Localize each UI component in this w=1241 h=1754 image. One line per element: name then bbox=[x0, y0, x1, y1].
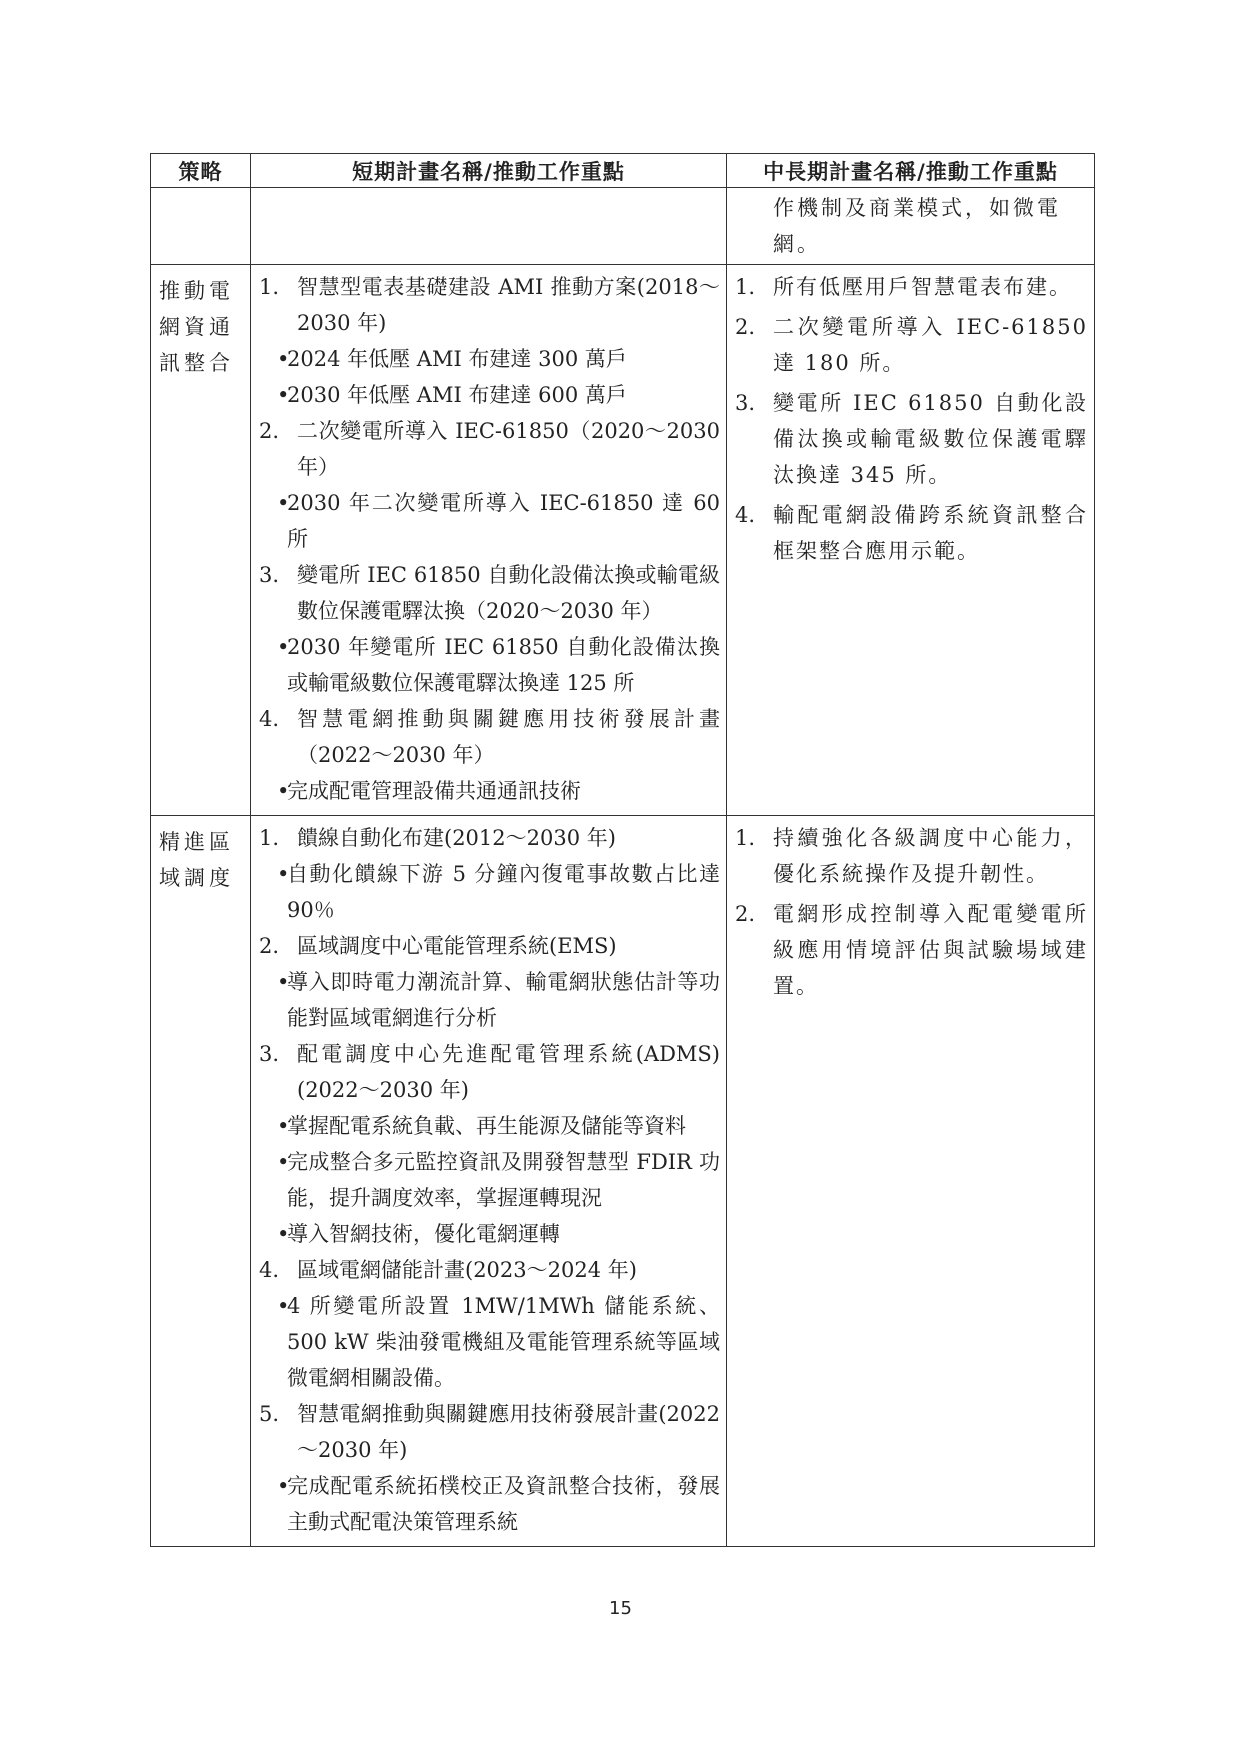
long-term-item bbox=[735, 820, 1088, 892]
item-number: 1. bbox=[259, 275, 280, 299]
item-text: 區域調度中心電能管理系統(EMS) bbox=[297, 934, 617, 958]
bullet-item bbox=[259, 485, 720, 557]
bullet-icon: • bbox=[277, 635, 290, 659]
bullet-item bbox=[259, 629, 720, 701]
bullet-icon: • bbox=[277, 779, 290, 803]
strategy-cell bbox=[151, 265, 251, 816]
short-term-item bbox=[259, 1396, 720, 1468]
bullet-text: 自動化饋線下游 5 分鐘內復電事故數占比達 90％ bbox=[287, 862, 720, 922]
bullet-item bbox=[259, 1216, 720, 1252]
continuation-row bbox=[151, 188, 1095, 265]
bullet-text: 導入智網技術，優化電網運轉 bbox=[287, 1222, 560, 1246]
short-term-cell bbox=[251, 265, 727, 816]
continuation-strategy-cell bbox=[151, 188, 251, 265]
item-text: 配電調度中心先進配電管理系統(ADMS) (2022～2030 年) bbox=[297, 1042, 720, 1102]
strategy-label: 推動電網資通訊整合 bbox=[159, 279, 234, 375]
long-term-item bbox=[735, 896, 1088, 1004]
item-text: 二次變電所導入 IEC-61850 達 180 所。 bbox=[773, 315, 1088, 375]
bullet-icon: • bbox=[277, 1294, 290, 1318]
item-number: 4. bbox=[259, 1258, 280, 1282]
item-text: 持續強化各級調度中心能力，優化系統操作及提升韌性。 bbox=[773, 826, 1088, 886]
bullet-item bbox=[259, 377, 720, 413]
bullet-text: 完成配電系統拓樸校正及資訊整合技術，發展主動式配電決策管理系統 bbox=[287, 1474, 720, 1534]
short-term-item bbox=[259, 820, 720, 856]
item-text: 智慧電網推動與關鍵應用技術發展計畫(2022～2030 年) bbox=[297, 1402, 720, 1462]
bullet-item bbox=[259, 1108, 720, 1144]
bullet-item bbox=[259, 1288, 720, 1396]
table-header-row bbox=[151, 154, 1095, 188]
bullet-text: 掌握配電系統負載、再生能源及儲能等資料 bbox=[287, 1114, 686, 1138]
long-term-cell bbox=[727, 816, 1095, 1547]
bullet-icon: • bbox=[277, 1150, 290, 1174]
short-term-item bbox=[259, 413, 720, 485]
bullet-text: 4 所變電所設置 1MW/1MWh 儲能系統、 500 kW 柴油發電機組及電能管理系統等區域微電網相關設備。 bbox=[287, 1294, 720, 1390]
short-term-list bbox=[251, 265, 726, 815]
strategy-cell bbox=[151, 816, 251, 1547]
page-number: 15 bbox=[609, 1598, 632, 1619]
item-number: 1. bbox=[259, 826, 280, 850]
short-term-item bbox=[259, 1252, 720, 1288]
item-text: 智慧型電表基礎建設 AMI 推動方案(2018～2030 年) bbox=[297, 275, 720, 335]
bullet-icon: • bbox=[277, 970, 290, 994]
bullet-icon: • bbox=[277, 1474, 290, 1498]
bullet-text: 導入即時電力潮流計算、輸電網狀態估計等功能對區域電網進行分析 bbox=[287, 970, 720, 1030]
header-short-term: 短期計畫名稱/推動工作重點 bbox=[251, 154, 727, 188]
bullet-icon: • bbox=[277, 347, 290, 371]
bullet-icon: • bbox=[277, 1222, 290, 1246]
strategy-table bbox=[150, 153, 1095, 1547]
header-long-term: 中長期計畫名稱/推動工作重點 bbox=[727, 154, 1095, 188]
short-term-item bbox=[259, 269, 720, 341]
bullet-icon: • bbox=[277, 383, 290, 407]
item-text: 變電所 IEC 61850 自動化設備汰換或輸電級數位保護電驛汰換達 345 所。 bbox=[773, 391, 1088, 487]
bullet-item bbox=[259, 341, 720, 377]
continuation-text: 作機制及商業模式，如微電網。 bbox=[773, 196, 1061, 256]
bullet-icon: • bbox=[277, 862, 290, 886]
item-number: 2. bbox=[735, 902, 756, 926]
continuation-short-cell bbox=[251, 188, 727, 265]
long-term-item bbox=[735, 269, 1088, 305]
item-text: 二次變電所導入 IEC-61850（2020～2030 年） bbox=[297, 419, 720, 479]
strategy-label: 精進區域調度 bbox=[159, 830, 234, 890]
item-text: 饋線自動化布建(2012～2030 年) bbox=[297, 826, 616, 850]
short-term-list bbox=[251, 816, 726, 1546]
bullet-item bbox=[259, 1144, 720, 1216]
short-term-item bbox=[259, 928, 720, 964]
item-number: 1. bbox=[735, 826, 756, 850]
short-term-cell bbox=[251, 816, 727, 1547]
bullet-icon: • bbox=[277, 491, 290, 515]
continuation-long-cell bbox=[727, 188, 1095, 265]
item-text: 區域電網儲能計畫(2023～2024 年) bbox=[297, 1258, 637, 1282]
table-row bbox=[151, 265, 1095, 816]
item-text: 輸配電網設備跨系統資訊整合框架整合應用示範。 bbox=[773, 503, 1088, 563]
short-term-item bbox=[259, 701, 720, 773]
long-term-item bbox=[735, 385, 1088, 493]
bullet-text: 完成配電管理設備共通通訊技術 bbox=[287, 779, 581, 803]
bullet-text: 2030 年變電所 IEC 61850 自動化設備汰換或輸電級數位保護電驛汰換達 125 所 bbox=[287, 635, 720, 695]
bullet-text: 2024 年低壓 AMI 布建達 300 萬戶 bbox=[287, 347, 627, 371]
item-number: 5. bbox=[259, 1402, 280, 1426]
long-term-cell bbox=[727, 265, 1095, 816]
bullet-text: 2030 年二次變電所導入 IEC-61850 達 60 所 bbox=[287, 491, 720, 551]
item-text: 所有低壓用戶智慧電表布建。 bbox=[773, 275, 1072, 299]
bullet-item bbox=[259, 773, 720, 809]
bullet-item bbox=[259, 964, 720, 1036]
bullet-icon: • bbox=[277, 1114, 290, 1138]
bullet-text: 完成整合多元監控資訊及開發智慧型 FDIR 功能，提升調度效率，掌握運轉現況 bbox=[287, 1150, 720, 1210]
item-number: 3. bbox=[735, 391, 756, 415]
table-body bbox=[151, 265, 1095, 1547]
bullet-item bbox=[259, 1468, 720, 1540]
item-number: 1. bbox=[735, 275, 756, 299]
item-text: 電網形成控制導入配電變電所級應用情境評估與試驗場域建置。 bbox=[773, 902, 1088, 998]
long-term-list bbox=[727, 265, 1094, 579]
item-number: 4. bbox=[735, 503, 756, 527]
item-number: 2. bbox=[259, 419, 280, 443]
item-text: 智慧電網推動與關鍵應用技術發展計畫（2022～2030 年） bbox=[297, 707, 720, 767]
item-number: 4. bbox=[259, 707, 280, 731]
item-text: 變電所 IEC 61850 自動化設備汰換或輸電級數位保護電驛汰換（2020～2030 年） bbox=[297, 563, 720, 623]
short-term-item bbox=[259, 1036, 720, 1108]
bullet-text: 2030 年低壓 AMI 布建達 600 萬戶 bbox=[287, 383, 627, 407]
table-row bbox=[151, 816, 1095, 1547]
item-number: 2. bbox=[735, 315, 756, 339]
item-number: 2. bbox=[259, 934, 280, 958]
header-strategy: 策略 bbox=[151, 154, 251, 188]
long-term-item bbox=[735, 497, 1088, 569]
item-number: 3. bbox=[259, 563, 280, 587]
item-number: 3. bbox=[259, 1042, 280, 1066]
long-term-list bbox=[727, 816, 1094, 1014]
short-term-item bbox=[259, 557, 720, 629]
long-term-item bbox=[735, 309, 1088, 381]
bullet-item bbox=[259, 856, 720, 928]
